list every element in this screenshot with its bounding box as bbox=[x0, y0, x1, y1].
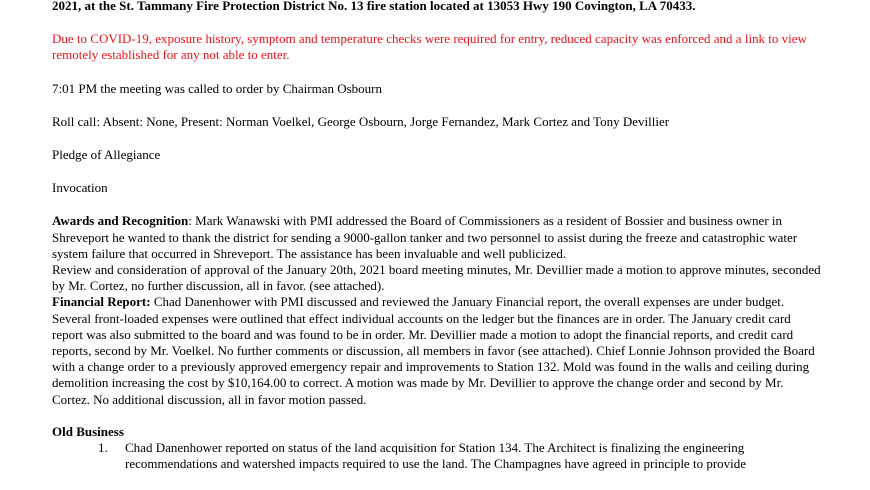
list-item bbox=[52, 440, 824, 472]
financial-heading: Financial Report: bbox=[52, 294, 151, 310]
meeting-location: , at the St. Tammany Fire Protection District No. 13 fire station located at 13053 Hwy 190 Covington, LA 70433. bbox=[78, 0, 696, 13]
minutes-review: Review and consideration of approval of the January 20th, 2021 board meeting minutes, Mr. Devillier made a motion to approve minutes, seconded by Mr. Cortez, no further discussion, all in favor. (see attached). bbox=[52, 262, 821, 294]
pledge-of-allegiance: Pledge of Allegiance bbox=[52, 147, 161, 163]
roll-call: Roll call: Absent: None, Present: Norman Voelkel, George Osbourn, Jorge Fernandez, Mark Cortez and Tony Devillier bbox=[52, 113, 670, 129]
list-item-text: Chad Danenhower reported on status of the land acquisition for Station 134. The Architect is finalizing the engineering recommendations and watershed impacts required to use the land. The Champagnes have agreed in principle to provide bbox=[125, 440, 747, 472]
awards-heading: Awards and Recognition bbox=[52, 213, 189, 229]
financial-text: Chad Danenhower with PMI discussed and reviewed the January Financial report, the overall expenses are under budget. Several front-loaded expenses were outlined that effect individual accounts on the ledger but the finances are in order. The January credit card report was also submitted to the board and was found to be in order. Mr. Devillier made a motion to adopt the financial reports, and credit card reports, second by Mr. Voelkel. No further comments or discussion, all members in favor (see attached). Chief Lonnie Johnson provided the Board with a change order to a previously approved emergency repair and improvements to Station 132. Mold was found in the walls and ceiling during demolition increasing the cost by $10,164.00 to correct. A motion was made by Mr. Devillier to approve the change order and second by Mr. Cortez. No additional discussion, all in favor motion passed. bbox=[52, 294, 815, 407]
call-to-order: 7:01 PM the meeting was called to order by Chairman Osbourn bbox=[52, 80, 382, 96]
minutes-body bbox=[52, 0, 824, 472]
covid-notice: Due to COVID-19, exposure history, symptom and temperature checks were required for entry, reduced capacity was enforced and a link to view remotely established for any not able to enter. bbox=[52, 31, 807, 63]
awards-paragraph bbox=[52, 213, 824, 262]
meeting-location-line bbox=[52, 0, 824, 14]
old-business-heading: Old Business bbox=[52, 423, 124, 439]
awards-text: : Mark Wanawski with PMI addressed the Board of Commissioners as a resident of Bossier and business owner in Shreveport he wanted to thank the district for sending a 9000-gallon tanker and two personnel to assist during the freeze and catastrophic water system failure that occurred in Shreveport. The assistance has been invaluable and well publicized. bbox=[52, 213, 798, 261]
meeting-year: 2021 bbox=[52, 0, 78, 13]
financial-paragraph bbox=[52, 294, 824, 407]
list-item-number: 1. bbox=[98, 440, 108, 456]
invocation: Invocation bbox=[52, 180, 108, 196]
